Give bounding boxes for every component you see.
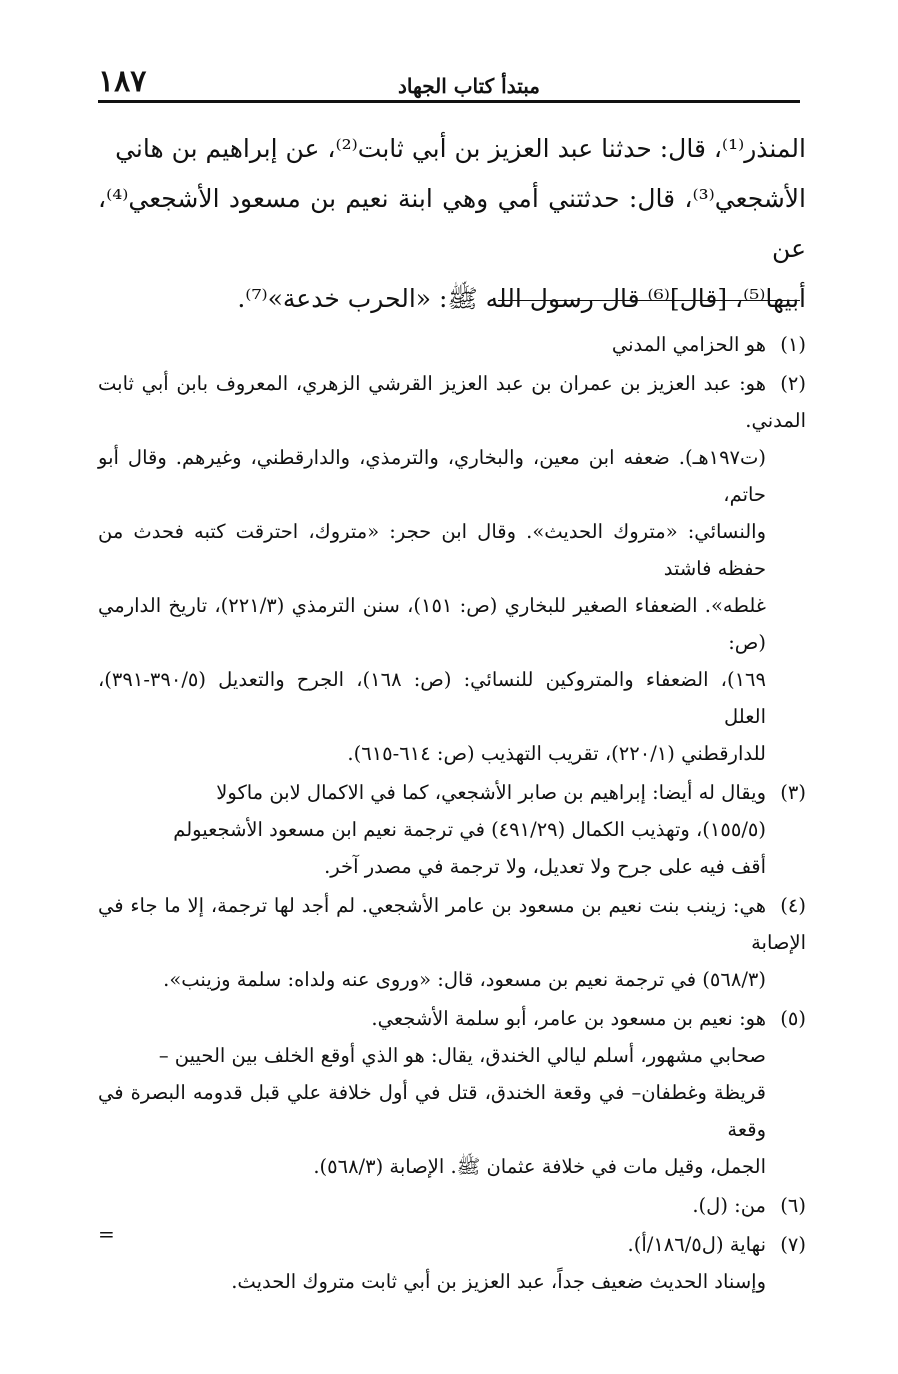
footnote-text: هو الحزامي المدني [611, 333, 766, 356]
footnote-number: (٧) [780, 1233, 806, 1256]
footnote-text: (ت١٩٧هـ). ضعفه ابن معين، والبخاري، والترمذي، والدارقطني، وغيرهم. وقال أبو حاتم، [98, 446, 766, 506]
footer-mark: = [98, 1222, 115, 1246]
footnote-separator [498, 300, 800, 301]
footnote-text: أقف فيه على جرح ولا تعديل، ولا ترجمة في مصدر آخر. [324, 855, 766, 878]
footnote-text: نهاية (ل١٨٦/٥/أ). [627, 1233, 766, 1256]
footnote-text: هو: نعيم بن مسعود بن عامر، أبو سلمة الأشجعي. [371, 1007, 766, 1030]
main-line-3: أبيها⁽⁵⁾، [قال]⁽⁶⁾ قال رسول الله ﷺ: «الحرب خدعة»⁽⁷⁾. [237, 284, 806, 313]
footnote-text: صحابي مشهور، أسلم ليالي الخندق، يقال: هو الذي أوقع الخلف بين الحيين – [158, 1044, 766, 1067]
footnote-text: (١٥٥/٥)، وتهذيب الكمال (٤٩١/٢٩) في ترجمة نعيم ابن مسعود الأشجعيولم [173, 818, 766, 841]
footnote-2 [98, 365, 806, 772]
footnote-number: (٤) [780, 894, 806, 917]
header-rule [98, 100, 800, 103]
footnote-text: هي: زينب بنت نعيم بن مسعود بن عامر الأشجعي. لم أجد لها ترجمة، إلا ما جاء في الإصابة [98, 894, 806, 954]
main-line-2: الأشجعي⁽³⁾، قال: حدثتني أمي وهي ابنة نعيم بن مسعود الأشجعي⁽⁴⁾، عن [98, 184, 806, 263]
main-text [98, 124, 806, 324]
footnote-number: (٢) [780, 372, 806, 395]
footnote-7 [98, 1226, 806, 1300]
footnote-text: للدارقطني (٢٢٠/١)، تقريب التهذيب (ص: ٦١٤-٦١٥). [347, 742, 766, 765]
footnote-number: (٥) [780, 1007, 806, 1030]
footnote-text: قريظة وغطفان– في وقعة الخندق، قتل في أول خلافة علي قبل قدومه البصرة في وقعة [98, 1081, 766, 1141]
footnote-text: وإسناد الحديث ضعيف جداً، عبد العزيز بن أبي ثابت متروك الحديث. [231, 1270, 766, 1293]
page-number: ١٨٧ [98, 64, 147, 99]
footnote-number: (٣) [780, 781, 806, 804]
footnote-text: الجمل، وقيل مات في خلافة عثمان ﷺ. الإصابة (٥٦٨/٣). [313, 1155, 766, 1178]
chapter-title: مبتدأ كتاب الجهاد [397, 74, 540, 98]
footnotes [98, 326, 806, 1302]
main-line-1: المنذر⁽¹⁾، قال: حدثنا عبد العزيز بن أبي ثابت⁽²⁾، عن إبراهيم بن هاني [115, 134, 806, 163]
footnote-text: من: (ل). [692, 1194, 766, 1217]
footnote-number: (٦) [780, 1194, 806, 1217]
footnote-text: هو: عبد العزيز بن عمران بن عبد العزيز القرشي الزهري، المعروف بابن أبي ثابت المدني. [98, 372, 806, 432]
footnote-4 [98, 887, 806, 998]
running-header [98, 64, 800, 104]
footnote-text: (٥٦٨/٣) في ترجمة نعيم بن مسعود، قال: «وروى عنه ولداه: سلمة وزينب». [163, 968, 766, 991]
footnote-6 [98, 1187, 806, 1224]
footnote-text: ويقال له أيضا: إبراهيم بن صابر الأشجعي، كما في الاكمال لابن ماكولا [216, 781, 766, 804]
footnote-5 [98, 1000, 806, 1185]
footnote-1 [98, 326, 806, 363]
footnote-number: (١) [780, 333, 806, 356]
footnote-3 [98, 774, 806, 885]
footnote-text: ١٦٩)، الضعفاء والمتروكين للنسائي: (ص: ١٦٨)، الجرح والتعديل (٣٩٠/٥-٣٩١)، العلل [98, 668, 766, 728]
footnote-text: والنسائي: «متروك الحديث». وقال ابن حجر: «متروك، احترقت كتبه فحدث من حفظه فاشتد [98, 520, 766, 580]
footnote-text: غلطه». الضعفاء الصغير للبخاري (ص: ١٥١)، سنن الترمذي (٢٢١/٣)، تاريخ الدارمي (ص: [98, 594, 766, 654]
